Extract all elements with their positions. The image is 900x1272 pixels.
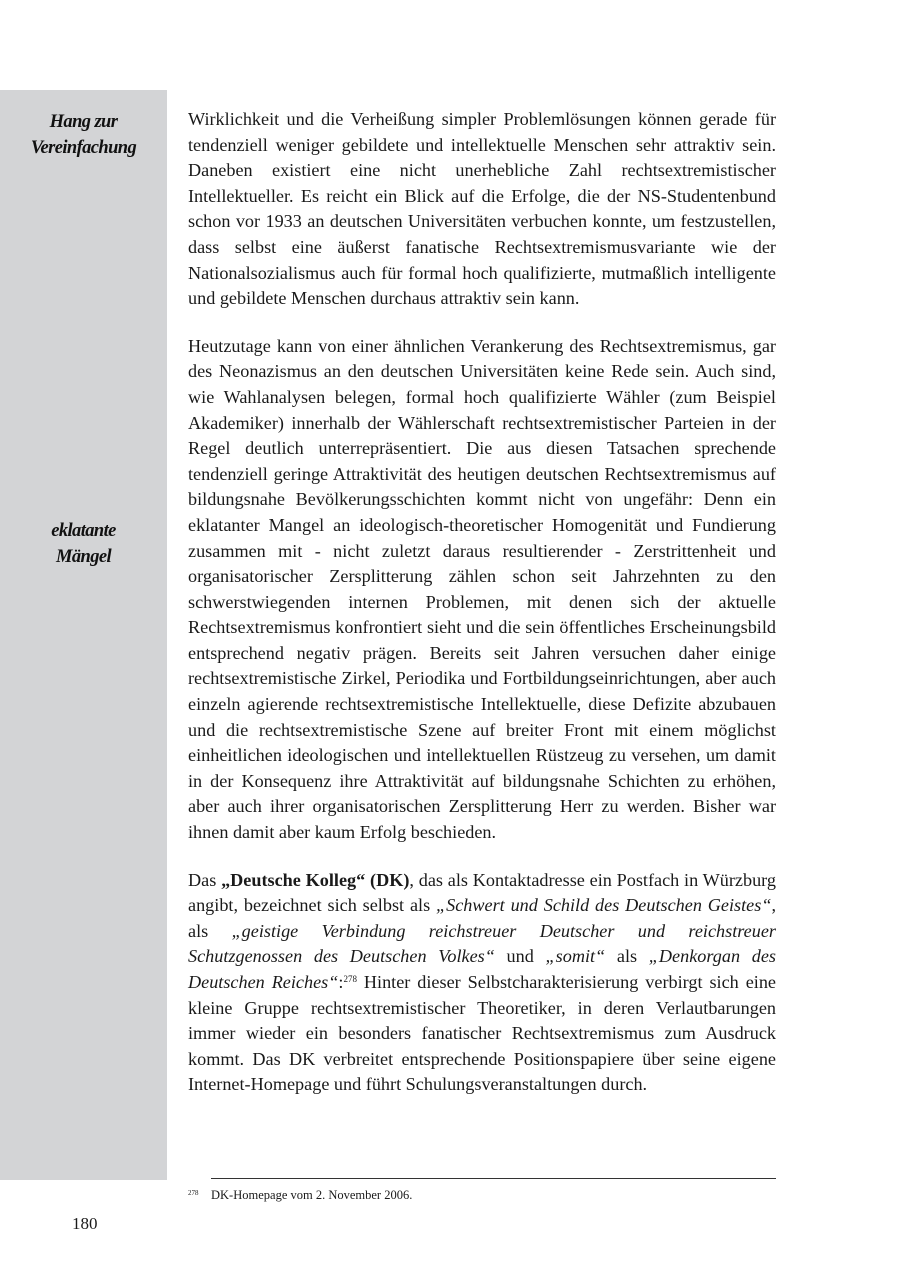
marginal-note-line: Hang zur — [49, 112, 118, 132]
page-number: 180 — [72, 1214, 98, 1233]
paragraph-3 — [188, 868, 776, 1098]
footnote-divider — [211, 1178, 776, 1179]
text-run: : — [338, 972, 344, 992]
paragraph-2: Heutzutage kann von einer ähnlichen Verankerung des Rechtsextremismus, gar des Neonazismus an den deutschen Universitäten keine Rede sein. Auch sind, wie Wahlanalysen belegen, formal hoch qualifizierte Wähler (zum Beispiel Akademiker) innerhalb der Wählerschaft rechtsextremistischer Parteien in der Regel deutlich unterrepräsentiert. Die aus diesen Tatsachen sprechende tendenziell geringe Attraktivität des heutigen deutschen Rechtsextremismus auf bildungsnahe Bevölkerungsschichten kommt nicht von ungefähr: Denn ein eklatanter Mangel an ideologisch-theoretischer Homogenität und Fundierung zusammen mit - nicht zuletzt daraus resultierender - Zerstrittenheit und organisatorischer Zersplitterung zählen schon seit Jahrzehnten zu den schwerstwiegenden internen Problemen, mit denen sich der aktuelle Rechtsextremismus konfrontiert sieht und die sein öffentliches Erscheinungsbild entsprechend negativ prägen. Bereits seit Jahren versuchen daher einige rechtsextremistische Zirkel, Periodika und Fortbildungseinrichtungen, aber auch einzeln agierende rechtsextremistische Intellektuelle, diese Defizite abzubauen und die rechtsextremistische Szene auf breiter Front mit einem möglichst einheitlichen ideologischen und intellektuellen Rüstzeug zu versehen, um damit in der Konsequenz ihre Attraktivität auf bildungsnahe Schichten zu erhöhen, aber auch ihrer organisatorischen Zersplitterung Herr zu werden. Bisher war ihnen damit aber kaum Erfolg beschieden. — [188, 335, 776, 843]
footnote-number: 278 — [188, 1189, 199, 1197]
footnote-text: DK-Homepage vom 2. November 2006. — [211, 1188, 413, 1202]
text-run: , das als Kontaktadresse ein Postfach in Würzburg angibt, bezeichnet sich selbst als — [188, 869, 776, 916]
footnote — [188, 1185, 776, 1203]
text-run: Hinter dieser Selbstcharakterisierung verbirgt sich eine kleine Gruppe rechtsextremistischer Theoretiker, in deren Verlautbarungen immer wieder ein besonders fanatischer Rechtsextremismus zum Ausdruck kommt. Das DK verbreitet entsprechende Positionspapiere über seine eigene Internet-Homepage und führt Schulungsveranstaltungen durch. — [188, 972, 776, 1095]
marginal-note-vereinfachung — [0, 109, 167, 161]
quote-schwert-und-schild: „Schwert und Schild des Deutschen Geistes“ — [436, 895, 772, 916]
text-run: Das — [188, 869, 222, 890]
paragraph-1: Wirklichkeit und die Verheißung simpler Problemlösungen können gerade für tendenziell weniger gebildete und intellektuelle Menschen sehr attraktiv sein. Daneben existiert eine nicht unerhebliche Zahl rechtsextremistischer Intellektueller. Es reicht ein Blick auf die Erfolge, die der NS-Studentenbund schon vor 1933 an deutschen Universitäten verbuchen konnte, um festzustellen, dass selbst eine äußerst fanatische Rechtsextremismusvariante wie der Nationalsozialismus auch für formal hoch qualifizierte, mutmaßlich intelligente und gebildete Menschen durchaus attraktiv sein kann. — [188, 109, 776, 309]
deutsche-kolleg-term: „Deutsche Kolleg“ (DK) — [221, 869, 410, 890]
text-run: als — [605, 946, 649, 967]
text-run: und — [494, 946, 546, 967]
body-text — [188, 107, 776, 1098]
margin-sidebar — [0, 90, 167, 1180]
footnote-reference[interactable]: 278 — [343, 974, 357, 984]
marginal-note-maengel — [0, 518, 167, 570]
marginal-note-line: Vereinfachung — [30, 138, 137, 158]
marginal-note-line: eklatante — [51, 521, 116, 541]
text-run: , als — [188, 895, 776, 941]
quote-denkorgan: „Denkorgan des Deutschen Reiches“ — [188, 946, 777, 992]
marginal-note-line: Mängel — [56, 547, 111, 567]
quote-somit: „somit“ — [545, 946, 606, 967]
quote-geistige-verbindung: „geistige Verbindung reichstreuer Deutscher und reichstreuer Schutzgenossen des Deutschen Volkes“ — [188, 920, 776, 967]
